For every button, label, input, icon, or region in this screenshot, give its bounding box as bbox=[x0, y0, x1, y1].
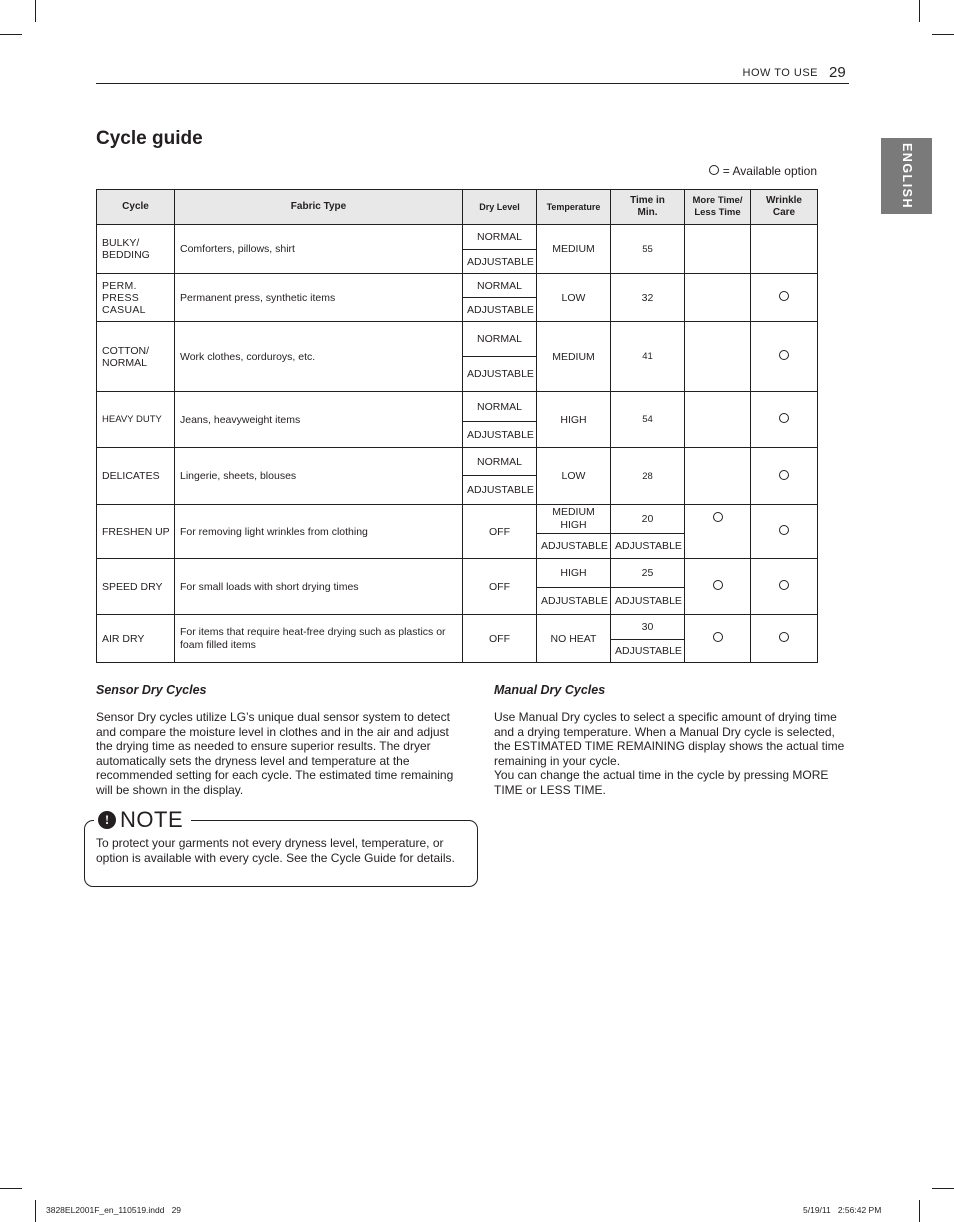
manual-text-1: Use Manual Dry cycles to select a specific amount of drying time and a drying temperature. When a Manual Dry cycle is selected, the ESTIMATED TIME REMAINING display shows the actual time remaining in your cycle. bbox=[494, 710, 845, 768]
fabric-type: Lingerie, sheets, blouses bbox=[175, 448, 463, 505]
time: 30 bbox=[611, 615, 685, 640]
cycle-name: DELICATES bbox=[97, 448, 175, 505]
cycle-guide-table bbox=[96, 189, 818, 663]
language-tab bbox=[881, 138, 932, 214]
crop-mark bbox=[35, 1200, 36, 1222]
temperature-alt: ADJUSTABLE bbox=[537, 534, 611, 559]
fabric-type: Comforters, pillows, shirt bbox=[175, 225, 463, 274]
dry-level: ADJUSTABLE bbox=[463, 476, 537, 505]
available-option-icon bbox=[779, 632, 789, 642]
available-option-icon bbox=[713, 632, 723, 642]
dry-level: NORMAL bbox=[463, 448, 537, 476]
cycle-name: COTTON/ NORMAL bbox=[97, 322, 175, 392]
available-option-icon bbox=[779, 525, 789, 535]
more-less-cell bbox=[685, 392, 751, 448]
header-cycle: Cycle bbox=[97, 190, 175, 225]
table-header-row bbox=[97, 190, 818, 225]
more-less-cell bbox=[685, 448, 751, 505]
sensor-text: Sensor Dry cycles utilize LG’s unique dual sensor system to detect and compare the moisture level in clothes and in the air and adjust the drying time as needed to ensure superior results. The dryer automatically sets the dryness level and temperature at the recommended setting for each cycle. The estimated time remaining will be shown in the display. bbox=[96, 710, 454, 797]
wrinkle-cell bbox=[751, 225, 818, 274]
manual-heading: Manual Dry Cycles bbox=[494, 683, 606, 697]
cycle-name: SPEED DRY bbox=[97, 559, 175, 615]
wrinkle-cell bbox=[751, 322, 818, 392]
time: 54 bbox=[611, 392, 685, 448]
available-option-icon bbox=[713, 580, 723, 590]
wrinkle-cell bbox=[751, 392, 818, 448]
more-less-cell bbox=[685, 225, 751, 274]
wrinkle-cell bbox=[751, 615, 818, 663]
fabric-type: Permanent press, synthetic items bbox=[175, 274, 463, 322]
crop-mark bbox=[932, 1188, 954, 1189]
available-option-icon bbox=[713, 512, 723, 522]
date-slug: 5/19/11 2:56:42 PM bbox=[803, 1205, 882, 1215]
time: 20 bbox=[611, 505, 685, 534]
cycle-name: AIR DRY bbox=[97, 615, 175, 663]
more-less-cell bbox=[685, 505, 751, 559]
header-time: Time in Min. bbox=[611, 190, 685, 225]
cycle-name: BULKY/ BEDDING bbox=[97, 225, 175, 274]
note-label: NOTE bbox=[120, 807, 184, 832]
dry-level: NORMAL bbox=[463, 322, 537, 357]
available-option-icon bbox=[779, 470, 789, 480]
dry-level: OFF bbox=[463, 505, 537, 559]
note-header bbox=[94, 807, 191, 833]
fabric-type: For removing light wrinkles from clothing bbox=[175, 505, 463, 559]
section-label: HOW TO USE bbox=[742, 67, 818, 79]
temperature: LOW bbox=[537, 448, 611, 505]
more-less-cell bbox=[685, 615, 751, 663]
note-text: To protect your garments not every dryness level, temperature, or option is available with every cycle. See the Cycle Guide for details. bbox=[96, 836, 455, 865]
crop-mark bbox=[932, 34, 954, 35]
crop-mark bbox=[919, 1200, 920, 1222]
file-slug: 3828EL2001F_en_110519.indd 29 bbox=[46, 1205, 182, 1215]
table-row bbox=[97, 505, 818, 534]
table-row bbox=[97, 615, 818, 640]
manual-text-2: You can change the actual time in the cycle by pressing MORE TIME or LESS TIME. bbox=[494, 768, 829, 797]
crop-mark bbox=[919, 0, 920, 22]
dry-level: ADJUSTABLE bbox=[463, 298, 537, 322]
header-dry-level: Dry Level bbox=[463, 190, 537, 225]
wrinkle-cell bbox=[751, 559, 818, 615]
time: 41 bbox=[611, 322, 685, 392]
time: 55 bbox=[611, 225, 685, 274]
available-option-icon bbox=[779, 350, 789, 360]
temperature: HIGH bbox=[537, 559, 611, 588]
exclamation-icon: ! bbox=[98, 811, 116, 829]
temperature: LOW bbox=[537, 274, 611, 322]
fabric-type: For items that require heat-free drying such as plastics or foam filled items bbox=[175, 615, 463, 663]
dry-level: OFF bbox=[463, 615, 537, 663]
table-row bbox=[97, 448, 818, 476]
language-tab-label: ENGLISH bbox=[899, 142, 914, 210]
table-row bbox=[97, 225, 818, 250]
table-row bbox=[97, 322, 818, 357]
table-row bbox=[97, 559, 818, 588]
available-option-icon bbox=[709, 165, 719, 175]
more-less-cell bbox=[685, 322, 751, 392]
temperature-alt: ADJUSTABLE bbox=[537, 588, 611, 615]
header-fabric-type: Fabric Type bbox=[175, 190, 463, 225]
fabric-type: Jeans, heavyweight items bbox=[175, 392, 463, 448]
temperature: NO HEAT bbox=[537, 615, 611, 663]
crop-mark bbox=[0, 1188, 22, 1189]
time: 28 bbox=[611, 448, 685, 505]
sensor-heading: Sensor Dry Cycles bbox=[96, 683, 207, 697]
cycle-name: FRESHEN UP bbox=[97, 505, 175, 559]
dry-level: ADJUSTABLE bbox=[463, 357, 537, 392]
dry-level: NORMAL bbox=[463, 392, 537, 422]
cycle-name: PERM. PRESS CASUAL bbox=[97, 274, 175, 322]
available-option-icon bbox=[779, 291, 789, 301]
legend bbox=[709, 164, 817, 178]
fabric-type: For small loads with short drying times bbox=[175, 559, 463, 615]
wrinkle-cell bbox=[751, 505, 818, 559]
available-option-icon bbox=[779, 413, 789, 423]
temperature: MEDIUM bbox=[537, 322, 611, 392]
dry-level: ADJUSTABLE bbox=[463, 422, 537, 448]
fabric-type: Work clothes, corduroys, etc. bbox=[175, 322, 463, 392]
time: 32 bbox=[611, 274, 685, 322]
dry-level: NORMAL bbox=[463, 274, 537, 298]
time-alt: ADJUSTABLE bbox=[611, 640, 685, 663]
available-option-icon bbox=[779, 580, 789, 590]
header-rule bbox=[96, 83, 849, 84]
cycle-name: HEAVY DUTY bbox=[97, 392, 175, 448]
temperature: MEDIUM bbox=[537, 225, 611, 274]
table-row bbox=[97, 274, 818, 298]
more-less-cell bbox=[685, 559, 751, 615]
table-row bbox=[97, 392, 818, 422]
page-title: Cycle guide bbox=[96, 128, 203, 149]
header-wrinkle-care: Wrinkle Care bbox=[751, 190, 818, 225]
dry-level: NORMAL bbox=[463, 225, 537, 250]
crop-mark bbox=[0, 34, 22, 35]
crop-mark bbox=[35, 0, 36, 22]
time-alt: ADJUSTABLE bbox=[611, 588, 685, 615]
dry-level: OFF bbox=[463, 559, 537, 615]
page-number: 29 bbox=[829, 64, 846, 81]
legend-text: = Available option bbox=[722, 164, 817, 178]
time: 25 bbox=[611, 559, 685, 588]
wrinkle-cell bbox=[751, 448, 818, 505]
temperature: HIGH bbox=[537, 392, 611, 448]
header-temperature: Temperature bbox=[537, 190, 611, 225]
temperature: MEDIUM HIGH bbox=[537, 505, 611, 534]
wrinkle-cell bbox=[751, 274, 818, 322]
more-less-cell bbox=[685, 274, 751, 322]
dry-level: ADJUSTABLE bbox=[463, 250, 537, 274]
time-alt: ADJUSTABLE bbox=[611, 534, 685, 559]
header-more-less-time: More Time/ Less Time bbox=[685, 190, 751, 225]
